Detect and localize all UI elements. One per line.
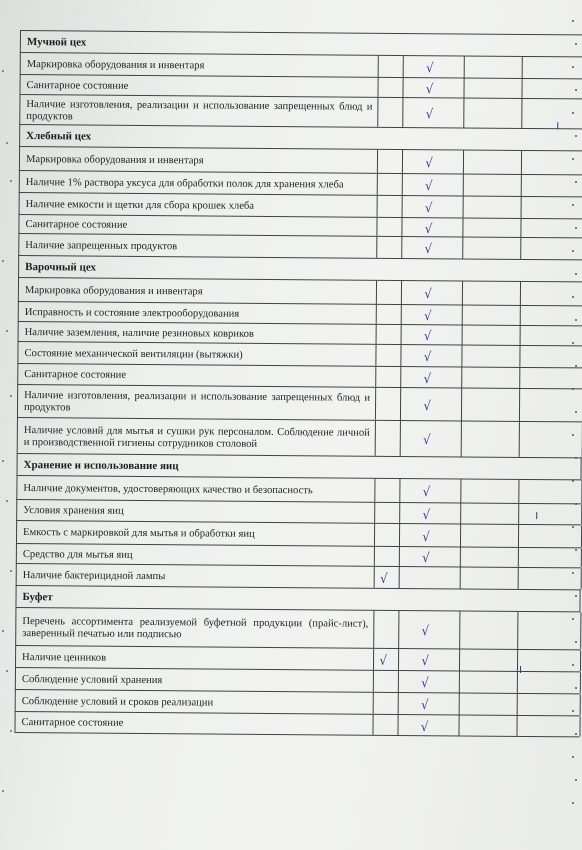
- criterion-label: Состояние механической вентиляции (вытяжки): [24, 347, 243, 361]
- criterion-cell: [17, 476, 375, 502]
- check-mark: √: [425, 156, 433, 172]
- mark-cell-4: [519, 568, 582, 589]
- criterion-cell: [17, 500, 375, 523]
- check-mark: √: [425, 107, 434, 123]
- speck: [10, 180, 12, 182]
- check-mark: √: [424, 221, 433, 237]
- check-mark: √: [424, 201, 433, 217]
- criterion-label: Емкость с маркировкой для мытья и обработки яиц: [23, 527, 255, 540]
- criterion-cell: [17, 564, 375, 588]
- mark-cell-4: [522, 151, 582, 174]
- speck: [572, 802, 574, 804]
- mark-cell-3: [463, 305, 521, 324]
- mark-cell-2: [400, 567, 461, 588]
- mark-cell-2: [403, 150, 464, 173]
- mark-cell-1: [375, 479, 400, 502]
- mark-cell-4: [522, 79, 582, 98]
- speck: [10, 730, 12, 732]
- mark-cell-4: [521, 282, 582, 305]
- inspection-table: [14, 30, 582, 794]
- table-row: [15, 607, 580, 649]
- mark-cell-1: [378, 150, 403, 173]
- criterion-cell: [17, 521, 375, 546]
- mark-cell-4: [518, 650, 581, 671]
- mark-cell-1: [374, 693, 399, 714]
- mark-cell-3: [462, 367, 520, 387]
- criterion-label: Наличие документов, удостоверяющих качество и безопасность: [23, 482, 313, 496]
- criterion-label: Наличие бактерицидной лампы: [22, 569, 166, 582]
- criterion-cell: [18, 342, 376, 366]
- check-mark: √: [424, 309, 432, 325]
- criterion-cell: [19, 278, 377, 304]
- mark-cell-2: [401, 421, 462, 456]
- criterion-label: Наличие заземления, наличие резиновых ковриков: [24, 326, 254, 340]
- mark-cell-2: [403, 196, 464, 217]
- check-mark: √: [421, 676, 429, 692]
- mark-cell-4: [518, 612, 581, 649]
- mark-cell-2: [399, 611, 460, 648]
- mark-cell-3: [461, 524, 519, 546]
- mark-cell-4: [522, 99, 582, 128]
- check-mark: √: [420, 720, 429, 736]
- mark-cell-4: [523, 57, 582, 78]
- criterion-label: Наличие ценников: [22, 651, 107, 664]
- mark-cell-3: [463, 218, 521, 236]
- mark-cell-1: [378, 174, 403, 195]
- mark-cell-3: [464, 150, 522, 173]
- mark-cell-2: [403, 174, 464, 195]
- mark-cell-2: [399, 649, 460, 670]
- mark-cell-1: [377, 325, 402, 344]
- mark-cell-4: [520, 346, 582, 367]
- criterion-label: Санитарное состояние: [26, 79, 129, 92]
- check-mark: √: [422, 551, 430, 567]
- mark-cell-1: [374, 611, 399, 648]
- criterion-label: Маркировка оборудования и инвентаря: [26, 58, 205, 71]
- mark-cell-4: [521, 326, 582, 345]
- criterion-label: Средство для мытья яиц: [22, 548, 133, 561]
- check-mark: √: [423, 433, 431, 449]
- mark-cell-3: [464, 98, 522, 127]
- speck: [2, 630, 4, 632]
- check-mark: √: [423, 398, 431, 414]
- table-row: [14, 711, 579, 737]
- section-header: Буфет: [15, 585, 580, 611]
- mark-cell-2: [401, 367, 462, 387]
- mark-cell-3: [462, 345, 520, 366]
- check-mark: √: [423, 371, 432, 387]
- mark-cell-2: [399, 693, 460, 714]
- speck: [6, 500, 8, 502]
- section-header: Мучной цех: [20, 30, 582, 56]
- criterion-label: Условия хранения яиц: [23, 505, 124, 517]
- mark-cell-4: [522, 175, 582, 196]
- criterion-label: Маркировка оборудования и инвентаря: [25, 153, 204, 166]
- mark-cell-3: [461, 479, 519, 502]
- mark-cell-2: [401, 388, 462, 420]
- criterion-label: Наличие емкости и щетки для сбора крошек хлеба: [25, 198, 255, 212]
- criterion-label: Санитарное состояние: [24, 369, 127, 381]
- mark-cell-2: [403, 98, 464, 127]
- mark-cell-4: [517, 716, 580, 736]
- mark-cell-4: [521, 219, 582, 237]
- check-mark: √: [424, 242, 433, 258]
- mark-cell-1: [375, 524, 400, 546]
- check-mark: √: [423, 350, 432, 366]
- mark-cell-4: [519, 504, 582, 524]
- mark-cell-1: [376, 388, 401, 420]
- criterion-cell: [20, 193, 378, 217]
- check-mark: √: [425, 82, 434, 98]
- criterion-cell: [21, 53, 379, 77]
- mark-cell-4: [519, 548, 582, 567]
- table-row: [19, 94, 582, 128]
- mark-cell-3: [460, 611, 518, 648]
- mark-cell-1: [375, 547, 400, 566]
- section-header: Хлебный цех: [19, 124, 582, 150]
- left-margin-marks: [2, 30, 16, 790]
- criterion-cell: [16, 646, 374, 670]
- speck: [2, 70, 4, 72]
- criterion-label: Перечень ассортимента реализуемой буфетной продукции (прайс-лист), заверенный печатью или подписью: [22, 615, 369, 640]
- mark-cell-1: [377, 305, 402, 324]
- criterion-cell: [20, 171, 378, 195]
- check-mark: √: [422, 485, 431, 501]
- mark-cell-2: [400, 524, 461, 546]
- speck: [6, 330, 8, 332]
- check-mark: √: [421, 654, 429, 670]
- mark-cell-4: [521, 306, 582, 325]
- mark-cell-2: [402, 218, 463, 236]
- criterion-label: Санитарное состояние: [21, 717, 124, 729]
- mark-cell-1: [375, 503, 400, 523]
- check-mark: √: [421, 698, 429, 714]
- mark-cell-1: [378, 98, 403, 127]
- speck: [2, 790, 4, 792]
- mark-cell-3: [459, 715, 517, 735]
- check-mark: √: [379, 653, 387, 669]
- criterion-cell: [18, 385, 376, 420]
- mark-cell-2: [402, 237, 463, 258]
- mark-cell-2: [398, 715, 459, 735]
- check-mark: √: [426, 61, 434, 77]
- mark-cell-2: [402, 325, 463, 344]
- mark-cell-1: [377, 281, 402, 304]
- criterion-cell: [19, 234, 377, 258]
- mark-cell-3: [460, 649, 518, 670]
- mark-cell-1: [378, 78, 403, 97]
- mark-cell-3: [463, 325, 521, 344]
- mark-cell-1: [376, 421, 401, 456]
- mark-cell-3: [464, 174, 522, 195]
- mark-cell-1: [379, 56, 404, 77]
- speck: [2, 260, 4, 262]
- pen-tick: [557, 122, 558, 129]
- mark-cell-3: [460, 693, 518, 714]
- mark-cell-4: [521, 238, 582, 259]
- speck: [10, 570, 12, 572]
- mark-cell-2: [401, 345, 462, 366]
- criterion-label: Соблюдение условий и сроков реализации: [21, 695, 214, 709]
- mark-cell-3: [463, 281, 521, 304]
- speck: [572, 20, 574, 22]
- mark-cell-2: [399, 671, 460, 692]
- mark-cell-1: [374, 671, 399, 692]
- criterion-label: Соблюдение условий хранения: [21, 673, 163, 686]
- mark-cell-4: [522, 197, 582, 218]
- check-mark: √: [422, 529, 430, 545]
- mark-cell-4: [520, 389, 582, 421]
- check-mark: √: [425, 179, 433, 195]
- mark-cell-3: [463, 237, 521, 258]
- speck: [6, 142, 8, 144]
- mark-cell-4: [519, 480, 582, 503]
- criterion-cell: [15, 712, 373, 735]
- section-header: Хранение и использование яиц: [17, 453, 582, 479]
- mark-cell-4: [520, 368, 582, 388]
- criterion-label: Исправность и состояние электрооборудования: [24, 306, 240, 320]
- criterion-cell: [20, 95, 378, 127]
- pen-tick: [536, 512, 537, 519]
- mark-cell-1: [376, 345, 401, 366]
- check-mark: √: [423, 329, 432, 345]
- mark-cell-3: [462, 421, 520, 456]
- mark-cell-2: [402, 305, 463, 324]
- mark-cell-2: [400, 503, 461, 523]
- criterion-label: Наличие изготовления, реализации и использование запрещенных блюд и продуктов: [26, 98, 373, 122]
- speck: [2, 460, 4, 462]
- table-row: [17, 417, 582, 457]
- mark-cell-4: [518, 694, 581, 715]
- criterion-label: Маркировка оборудования и инвентаря: [24, 284, 203, 297]
- criterion-cell: [16, 690, 374, 714]
- mark-cell-3: [464, 196, 522, 217]
- criterion-cell: [16, 668, 374, 692]
- check-mark: √: [422, 507, 431, 523]
- check-mark: √: [424, 287, 432, 303]
- check-mark: √: [380, 571, 388, 587]
- mark-cell-2: [403, 78, 464, 97]
- criterion-cell: [20, 147, 378, 173]
- criterion-label: Наличие запрещенных продуктов: [25, 239, 178, 252]
- mark-cell-2: [400, 547, 461, 566]
- criterion-cell: [18, 418, 376, 456]
- speck: [6, 670, 8, 672]
- mark-cell-1: [376, 367, 401, 387]
- mark-cell-3: [461, 503, 519, 523]
- criterion-label: Наличие условий для мытья и сушки рук персоналом. Соблюдение личной и производственной гигиены сотрудников столовой: [23, 424, 370, 450]
- mark-cell-1: [373, 715, 398, 735]
- mark-cell-1: [378, 196, 403, 217]
- criterion-cell: [18, 364, 376, 387]
- mark-cell-2: [400, 479, 461, 502]
- mark-cell-1: [377, 237, 402, 258]
- criterion-label: Наличие изготовления, реализации и использование запрещенных блюд и продуктов: [23, 390, 371, 414]
- mark-cell-3: [462, 388, 520, 420]
- speck: [10, 395, 12, 397]
- mark-cell-3: [460, 671, 518, 692]
- table-row: [17, 384, 582, 421]
- section-header: Варочный цех: [18, 255, 582, 281]
- mark-cell-3: [461, 547, 519, 566]
- criterion-label: Санитарное состояние: [25, 219, 128, 231]
- mark-cell-2: [404, 56, 465, 77]
- mark-cell-4: [518, 672, 581, 693]
- check-mark: √: [421, 624, 430, 640]
- mark-cell-4: [520, 422, 582, 457]
- criterion-cell: [16, 608, 374, 648]
- mark-cell-2: [402, 281, 463, 304]
- pen-tick: [520, 666, 521, 673]
- mark-cell-1: [377, 218, 402, 236]
- mark-cell-3: [461, 567, 519, 588]
- mark-cell-3: [465, 56, 523, 77]
- mark-cell-4: [519, 525, 582, 547]
- criterion-label: Наличие 1% раствора уксуса для обработки полок для хранения хлеба: [25, 176, 344, 191]
- mark-cell-3: [464, 78, 522, 97]
